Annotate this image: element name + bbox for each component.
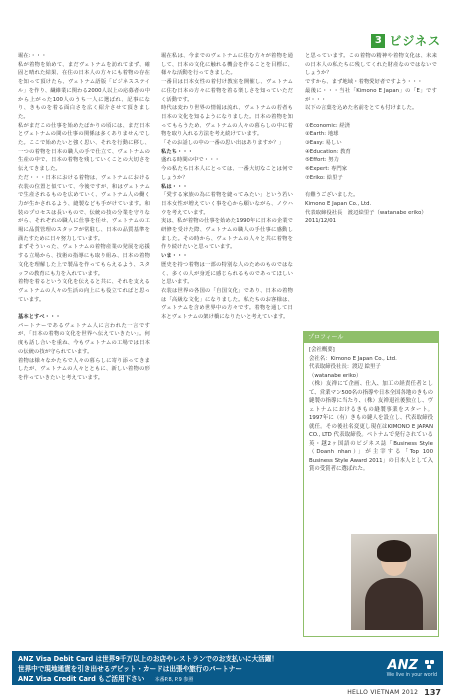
profile-line: [会社概要]: [309, 347, 335, 353]
paragraph: ですから、まず地域・着物愛好者ですよう・・・: [305, 79, 423, 86]
paragraph: いま・・・: [161, 253, 188, 260]
e-word-item: ⑥Expert: 専門家: [305, 166, 348, 173]
e-word-item: ①Economic: 経済: [305, 122, 351, 129]
anz-logo: [371, 654, 437, 682]
article-column-3: [305, 52, 437, 226]
profile-box: [303, 331, 439, 637]
paragraph: 以下の言葉を込めた名前をとても付けました。: [305, 105, 418, 112]
page-number: 137: [424, 688, 441, 697]
article-date: 2011/12/01: [305, 218, 337, 225]
paragraph: 私は・・・: [161, 183, 188, 190]
anz-tagline: We live in your world: [386, 673, 437, 678]
anz-people-icon: [425, 660, 437, 669]
anz-brand-name: ANZ: [387, 658, 418, 673]
anz-advertisement[interactable]: [12, 651, 443, 685]
paragraph: パートナーであるヴェトナム人に言われた一言ですが、「日本の着物の文化を世界へ伝えていきたい」。何度も話し合いを重ね、今もヴェトナムの工場では日本の伝統の技が守られています。: [18, 322, 150, 355]
paragraph: 私たち・・・: [161, 148, 194, 155]
paragraph: 実は、私が着物の仕事を始めた1990年に日本の企業で研修を受けた際、ヴェトナムの職人の手仕事に感動しました。その時から、ヴェトナムの人々と共に着物を作り続けたいと思っています。: [161, 218, 293, 251]
profile-line: （watanabe eriko）: [309, 372, 362, 379]
paragraph: 「そのお話しの中の一番の思い出はありますか？」: [161, 140, 284, 147]
paragraph: 衣装は世界の各国の「自国文化」であり、日本の着物は「高級な文化」になりました。私たちのお客様は、ヴェトナムを含め世界中の方々です。着物を通して日本とヴェトナムの架け橋になりたいと考えています。: [161, 287, 293, 321]
paragraph: 堀在:・・・: [18, 53, 47, 59]
article-column-1: [18, 52, 150, 383]
magazine-name: HELLO VIETNAM 2012: [347, 689, 419, 696]
ad-line-2: 世界中で現地通貨を引き出せるデビット・カードは出張や旅行のパートナー: [18, 665, 242, 673]
e-word-item: ④Education: 教育: [305, 148, 351, 155]
paragraph: 歴史を持つ着物は一部の特別な人のためのものではなく、多くの人が身近に感じられるものであってほしいと思います。: [161, 261, 293, 286]
profile-line: 代表取締役社長：渡辺 絵里子: [309, 364, 381, 370]
paragraph: 着物は様々なかたちで人々の暮らしに寄り添ってきましたが、ヴェトナムの人々とともに、新しい着物の形を作っていきたいと考えています。: [18, 357, 150, 381]
paragraph: 私が着物を始めて、まだヴェトナムを訪れてまず、確固と晴れた結果、在住の日本人の方々にも着物の存在を知って頂けたら、ヴェトナム語版「ビジネスステイル」を作り、繊維業に関わる2000人以上の応募者の中から上がった100人のうち一人に選ばれ、記事になり、きものを着る面白さを広く紹介させて頂きました。: [18, 61, 150, 120]
ad-line-1: ANZ Visa Debit Card は世界9千万以上のお店やレストランでのお支払いに大活躍！: [18, 655, 278, 663]
paragraph: 今の私たち日本人にとっては、一番大切なことは何でしょうか？: [161, 166, 293, 181]
paragraph: まずそういった、ヴェトナムの着物産業の発展を応援する立場から、技術の指導にも取り組み、日本の着物文化を理解した上で製品を作ってもらえるよう、スタッフの教育にも力を入れています。: [18, 244, 150, 277]
article-column-2: [161, 52, 293, 322]
closing-line: 有難うございました。: [305, 192, 359, 199]
ad-line-3-text: ANZ Visa Credit Card もご活用下さい: [18, 675, 145, 683]
e-word-item: ⑤Effort: 努力: [305, 157, 339, 164]
section-number: 3: [371, 34, 385, 48]
paragraph: 堀在私は、今までのヴェトナムに住む方々が着物を通して、日本の文化に触れる機会を作ることを目標に、様々な活動を行ってきました。: [161, 53, 293, 77]
section-title: ビジネス: [389, 34, 441, 48]
paragraph: 私がまだこの仕事を始めたばかりの頃には、まだ日本とヴェトナムの間の仕事の関係は多くありませんでした。ここで始めたいと強く思い、それを行動に移し、一つの着物を日本の職人の手で仕立て、ヴェトナムの生産の中で、日本の着物を残していくことの大切さを伝えてきました。: [18, 122, 150, 173]
ad-page-reference: 本番P.8, P.9 参照: [154, 677, 194, 683]
company-name: Kimono E Japan Co., Ltd.: [305, 200, 372, 207]
paragraph: 最後に・・・当社「Kimono E Japan」の「E」ですが・・・: [305, 87, 437, 103]
paragraph: 着物を着るという文化を伝えると共に、それを支えるヴェトナムの人々の生活の向上にも役立てればと思っています。: [18, 279, 150, 303]
profile-body: [304, 343, 438, 477]
page-footer: [347, 688, 441, 697]
paragraph: 基本とすべ・・・: [18, 314, 61, 321]
paragraph: と思っています。この着物の精神や着物文化は、未来の日本人の私たちに残してくれた財産なのではないでしょうか？: [305, 53, 437, 77]
profile-heading: プロフィール: [304, 332, 438, 343]
paragraph: 時代は変わり世界の情報は流れ、ヴェトナムの若者も日本の文化を知るようになりました。日本の着物を知ってもらうため、ヴェトナムの人々の暮らしの中に着物を取り入れる方法を考え続けています。: [161, 105, 293, 138]
paragraph: 盛れる時間の中で・・・: [161, 157, 220, 164]
section-header: [371, 32, 441, 49]
portrait-photo: [351, 534, 437, 630]
ad-line-3: [18, 673, 193, 683]
paragraph: 一番目は日本女性の着付け教室を開催し、ヴェトナムに住む日本の方々に着物を着る楽しさを知っていただく活動です。: [161, 79, 293, 103]
author-title: 代表取締役社長 渡辺絵里子（watanabe eriko）: [305, 209, 427, 216]
e-word-item: ③Easy: 易しい: [305, 140, 342, 147]
paragraph: ただ・・・日本における着物は、ヴェトナムにおける衣装の位置と似ていて、今後ですが、和はヴェトナムで生産されるものを広めていく、ヴェトナム人の働く力が生かされるよう、縫製なども手がけています。和装のプロセスは長いもので、伝統の技の分業を守りながら、それぞれの職人に仕事を任せ、ヴェトナムの工場に品質管理のスタッフが常駐し、日本の品質基準を満たすために日々努力しています。: [18, 174, 150, 242]
profile-bio: （株）友禅にて企画、仕入、加工の経責任者として、営業マン500名の指導や日本全国各地のきもの縫製の指導に当たり、（株）友禅退社後独立し、ヴェトナムにおけるきもの縫製事業をスタート。1997年に（有）きもの縫人を設立し、代表取締役就任。その後社名変更し現在はKIMONO E JAPAN CO., LTD 代表取締役。ベトナムで発行されている英・越2ヶ国語のビジネス誌「Business Style（Doanh nhan）」が主宰する「Top 100 Business Style Award 2011」の日本人として入賞の受賞者に選ばれた。: [309, 381, 433, 472]
profile-line: 会社名：Kimono E Japan Co., Ltd.: [309, 355, 397, 362]
e-word-item: ②Earth: 地球: [305, 131, 339, 138]
paragraph: 「愛する家族の為に着物を縫ってみたい」という若い日本女性が増えていく事を心から願いながら、ノウハウを考えています。: [161, 192, 293, 216]
e-word-item: ⑦Eriko: 絵里子: [305, 174, 343, 181]
